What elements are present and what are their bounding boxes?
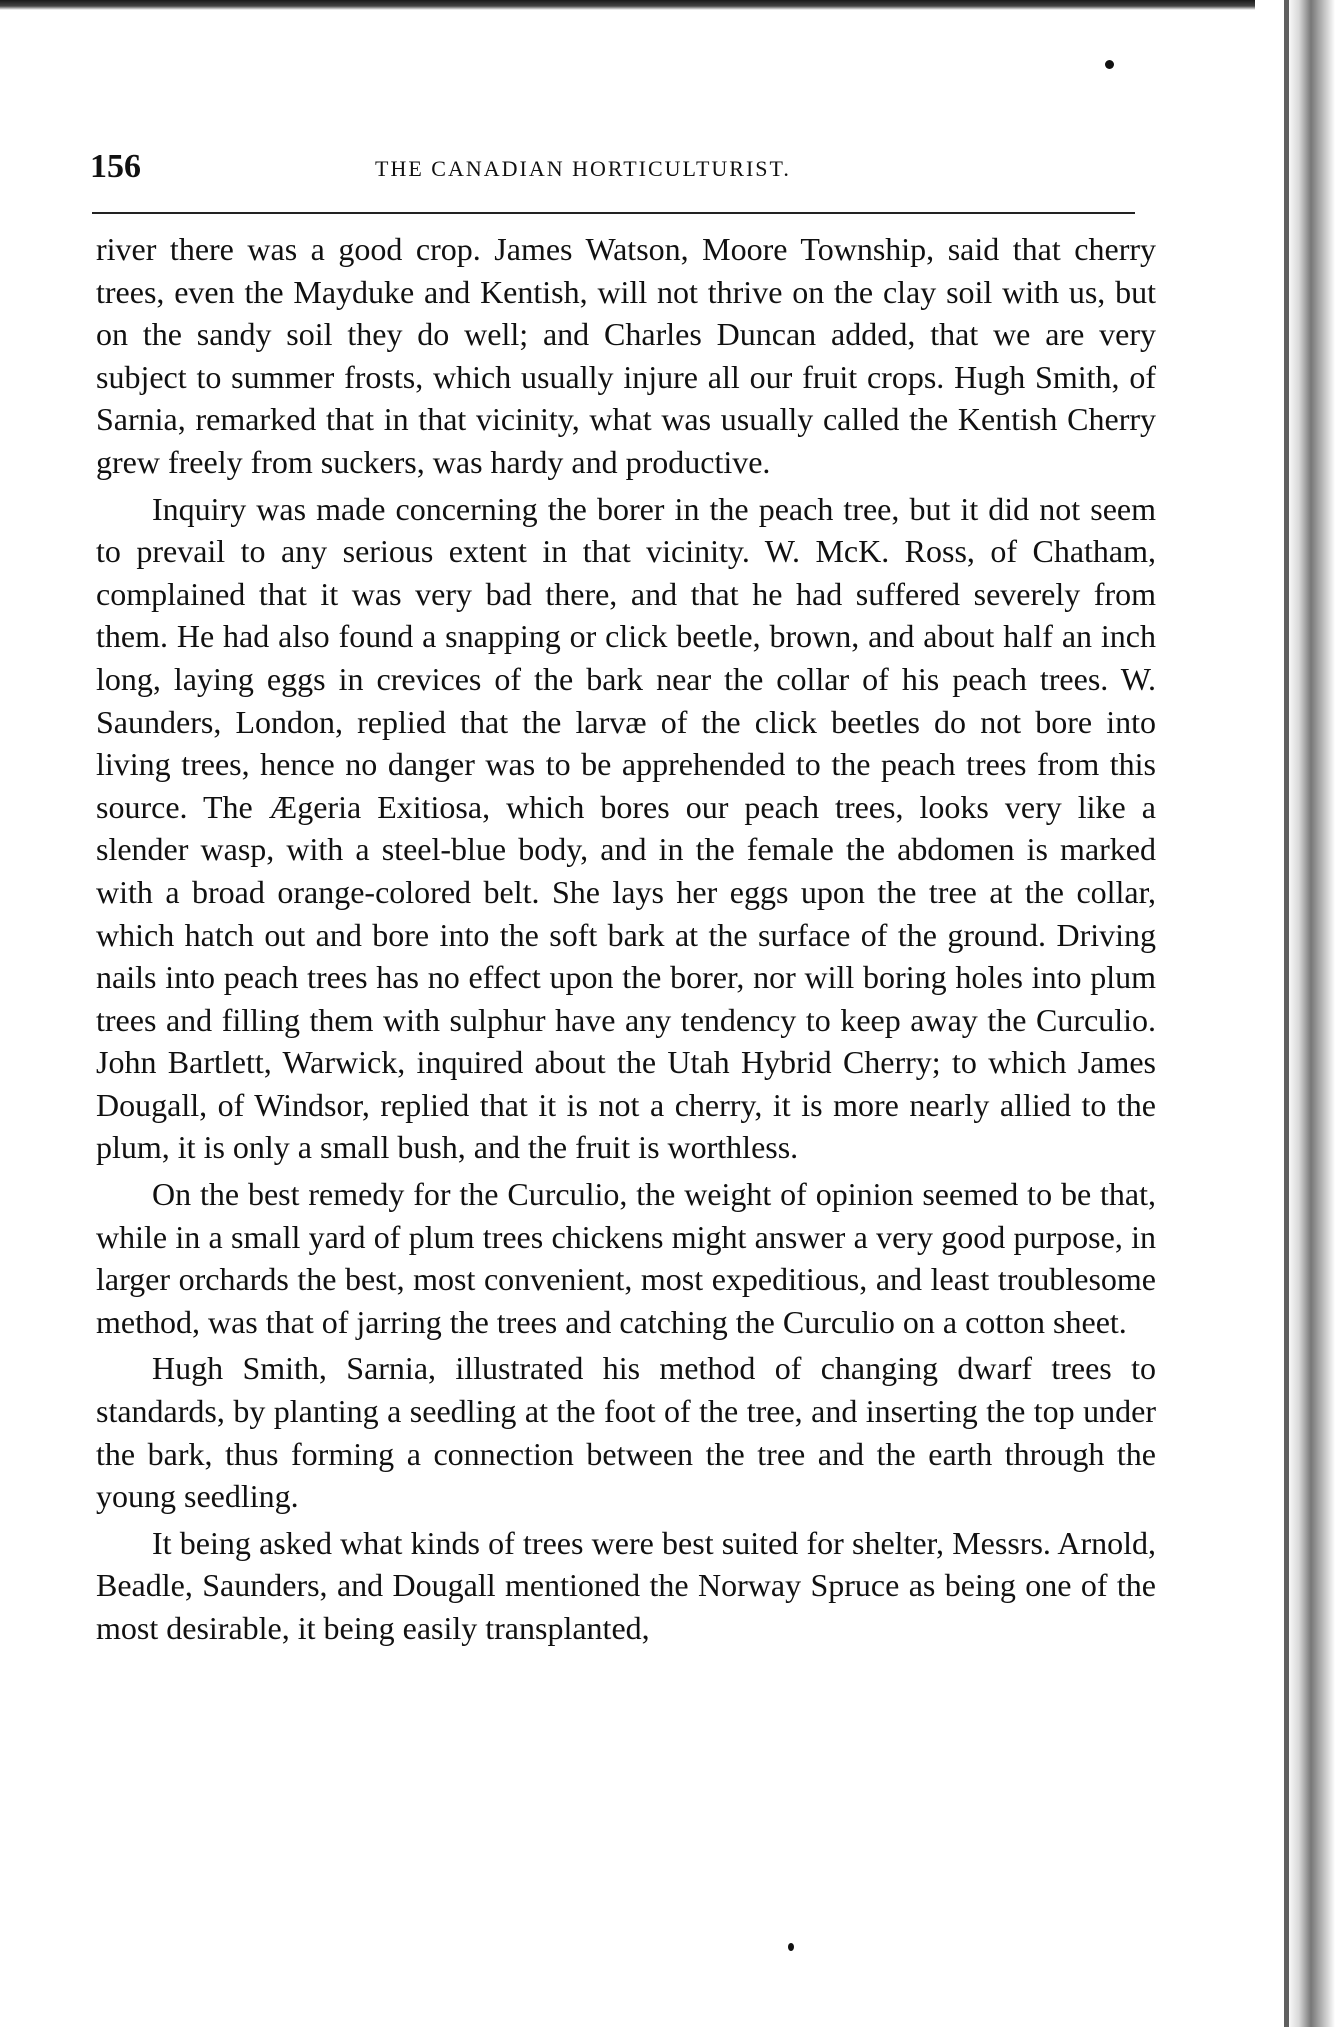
page-number: 156 <box>90 148 141 185</box>
scan-spine-shadow <box>1284 0 1289 2027</box>
scan-binding-edge <box>1255 0 1335 2027</box>
scan-top-edge <box>0 0 1335 10</box>
header-rule <box>92 212 1135 214</box>
paragraph: Hugh Smith, Sarnia, illustrated his method of changing dwarf trees to standards, by planting a seedling at the foot of the tree, and inserting the top under the bark, thus forming a connection between the tree and the earth through the young seedling. <box>96 1350 1156 1515</box>
paragraph: On the best remedy for the Curculio, the weight of opinion seemed to be that, while in a small yard of plum trees chickens might answer a very good purpose, in larger orchards the best, most convenient, most expeditious, and least troublesome method, was that of jarring the trees and catching the Curculio on a cotton sheet. <box>96 1176 1156 1340</box>
paragraph-continued: river there was a good crop. James Watson, Moore Township, said that cherry trees, even the Mayduke and Kentish, will not thrive on the clay soil with us, but on the sandy soil they do well; and Charles Duncan added, that we are very subject to summer frosts, which usually injure all our fruit crops. Hugh Smith, of Sarnia, remarked that in that vicinity, what was usually called the Kentish Cherry grew freely from suckers, was hardy and productive. <box>96 231 1156 480</box>
running-head: THE CANADIAN HORTICULTURIST. <box>375 156 791 181</box>
page-header <box>90 148 1135 188</box>
paragraph: It being asked what kinds of trees were best suited for shelter, Messrs. Arnold, Beadle, Saunders, and Dougall mentioned the Norway Spruce as being one of the most desirable, it being easily transplanted, <box>96 1524 1156 1646</box>
scan-speck <box>788 1943 794 1951</box>
scan-speck <box>1105 60 1114 69</box>
article-body <box>96 228 1156 1654</box>
paragraph: Inquiry was made concerning the borer in the peach tree, but it did not seem to prevail to any serious extent in that vicinity. W. McK. Ross, of Chatham, complained that it was very bad there, and that he had suffered severely from them. He had also found a snapping or click beetle, brown, and about half an inch long, laying eggs in crevices of the bark near the collar of his peach trees. W. Saunders, London, replied that the larvæ of the click beetles do not bore into living trees, hence no danger was to be apprehended to the peach trees from this source. The Ægeria Exitiosa, which bores our peach trees, looks very like a slender wasp, with a steel-blue body, and in the female the abdomen is marked with a broad orange-colored belt. She lays her eggs upon the tree at the collar, which hatch out and bore into the soft bark at the surface of the ground. Driving nails into peach trees has no effect upon the borer, nor will boring holes into plum trees and filling them with sulphur have any tendency to keep away the Curculio. John Bartlett, Warwick, inquired about the Utah Hybrid Cherry; to which James Dougall, of Windsor, replied that it is not a cherry, it is more nearly allied to the plum, it is only a small bush, and the fruit is worthless. <box>96 490 1156 1166</box>
